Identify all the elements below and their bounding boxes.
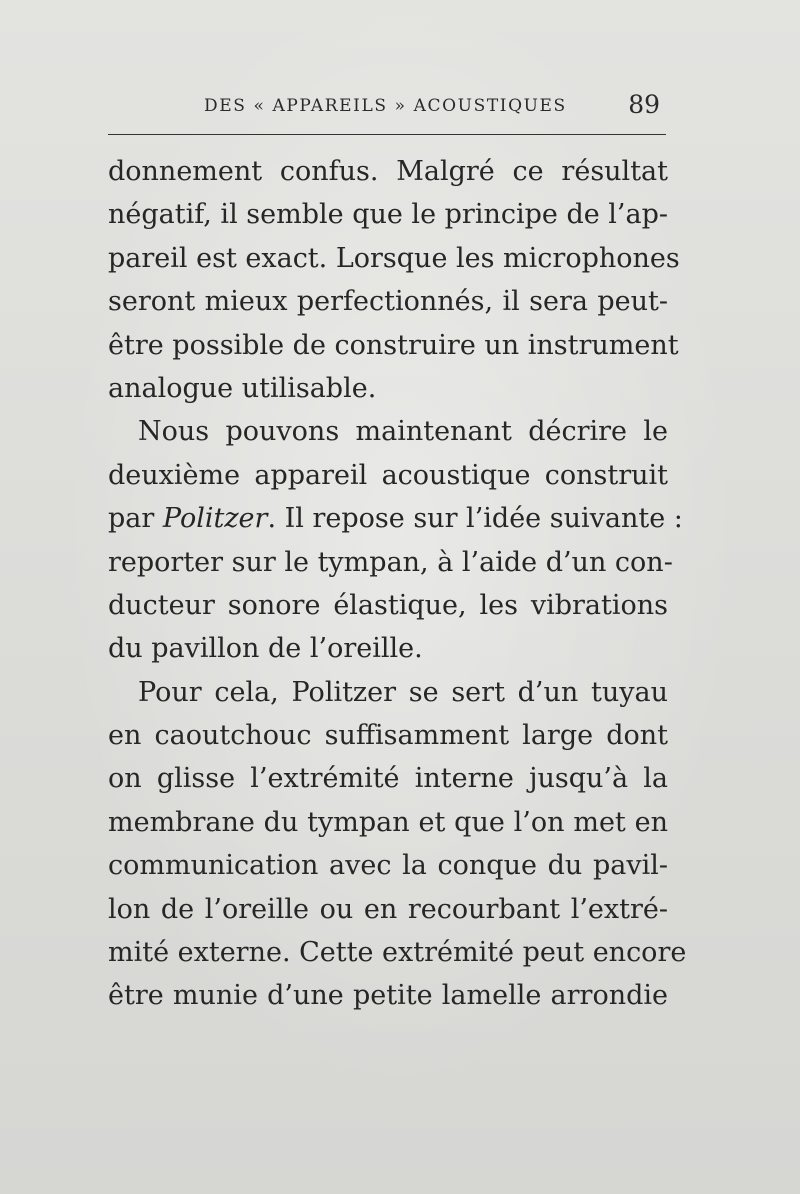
running-title: DES « APPAREILS » ACOUSTIQUES — [204, 96, 567, 116]
text-line: reporter sur le tympan, à l’aide d’un con- — [108, 546, 673, 578]
text-line: deuxième appareil acoustique construit — [108, 459, 668, 491]
text-line: seront mieux perfectionnés, il sera peut- — [108, 286, 668, 318]
text-line: être possible de construire un instrument — [108, 329, 679, 361]
page-number: 89 — [628, 90, 660, 119]
text-line: mité externe. Cette extrémité peut encore — [108, 937, 687, 969]
text-line: on glisse l’extrémité interne jusqu’à la — [108, 763, 668, 795]
text-line: communication avec la conque du pavil- — [108, 850, 668, 882]
text-line: ducteur sonore élastique, les vibrations — [108, 589, 668, 621]
text-line: Nous pouvons maintenant décrire le — [138, 416, 668, 448]
text-line: analogue utilisable. — [108, 372, 377, 404]
text-line: membrane du tympan et que l’on met en — [108, 806, 668, 838]
author-name: Politzer — [162, 503, 268, 535]
text-line: du pavillon de l’oreille. — [108, 633, 423, 665]
text-line: donnement confus. Malgré ce résultat — [108, 156, 668, 187]
text-line: Pour cela, Politzer se sert d’un tuyau — [138, 676, 668, 708]
text-line: être munie d’une petite lamelle arrondie — [108, 980, 668, 1012]
page-header — [108, 92, 668, 126]
text-line-with-name — [108, 497, 683, 540]
text-fragment: . Il repose sur l’idée suivante : — [267, 503, 683, 535]
header-rule — [108, 134, 666, 135]
text-line: pareil est exact. Lorsque les microphones — [108, 242, 680, 274]
text-line: lon de l’oreille ou en recourbant l’extré- — [108, 893, 668, 925]
body-text — [108, 150, 687, 1018]
text-line: en caoutchouc suffisamment large dont — [108, 720, 668, 752]
text-fragment: par — [108, 503, 163, 535]
text-line: négatif, il semble que le principe de l’ap- — [108, 199, 669, 231]
